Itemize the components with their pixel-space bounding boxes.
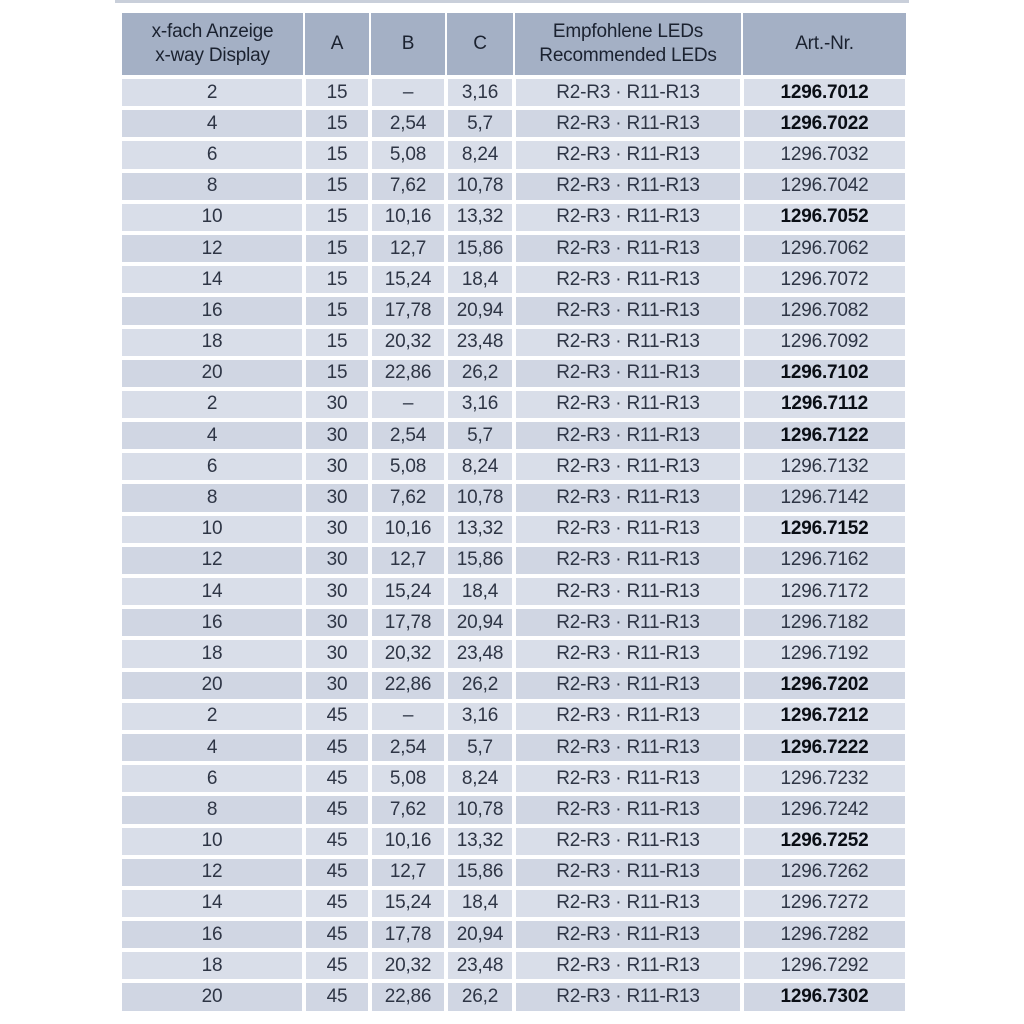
cell-b: 10,16 xyxy=(372,204,444,231)
cell-b: – xyxy=(372,79,444,106)
cell-b: 15,24 xyxy=(372,578,444,605)
cell-x-way: 18 xyxy=(122,952,302,979)
column-header-c: C xyxy=(447,13,513,75)
cell-recommended-leds: R2-R3 · R11-R13 xyxy=(516,329,740,356)
cell-recommended-leds: R2-R3 · R11-R13 xyxy=(516,391,740,418)
cell-art-nr: 1296.7212 xyxy=(744,703,905,730)
cell-b: 5,08 xyxy=(372,453,444,480)
cell-b: 5,08 xyxy=(372,141,444,168)
cell-b: 5,08 xyxy=(372,765,444,792)
cell-x-way: 6 xyxy=(122,765,302,792)
cell-art-nr: 1296.7102 xyxy=(744,360,905,387)
cell-c: 5,7 xyxy=(448,110,512,137)
cell-c: 13,32 xyxy=(448,516,512,543)
cell-b: 2,54 xyxy=(372,110,444,137)
cell-a: 15 xyxy=(306,204,368,231)
cell-c: 13,32 xyxy=(448,204,512,231)
led-display-spec-table xyxy=(122,13,905,1011)
cell-c: 20,94 xyxy=(448,297,512,324)
cell-x-way: 10 xyxy=(122,516,302,543)
cell-c: 10,78 xyxy=(448,796,512,823)
cell-art-nr: 1296.7112 xyxy=(744,391,905,418)
cell-b: 22,86 xyxy=(372,360,444,387)
column-header-leds xyxy=(515,13,741,75)
cell-recommended-leds: R2-R3 · R11-R13 xyxy=(516,141,740,168)
cell-a: 30 xyxy=(306,672,368,699)
cell-c: 10,78 xyxy=(448,173,512,200)
cell-art-nr: 1296.7052 xyxy=(744,204,905,231)
cell-a: 15 xyxy=(306,360,368,387)
cell-c: 10,78 xyxy=(448,484,512,511)
cell-c: 3,16 xyxy=(448,391,512,418)
cell-art-nr: 1296.7252 xyxy=(744,828,905,855)
cell-c: 5,7 xyxy=(448,734,512,761)
cell-c: 23,48 xyxy=(448,640,512,667)
cell-x-way: 20 xyxy=(122,672,302,699)
cell-x-way: 12 xyxy=(122,859,302,886)
cell-b: 12,7 xyxy=(372,547,444,574)
cell-b: 7,62 xyxy=(372,484,444,511)
cell-c: 8,24 xyxy=(448,765,512,792)
cell-b: 17,78 xyxy=(372,297,444,324)
cell-art-nr: 1296.7152 xyxy=(744,516,905,543)
cell-a: 45 xyxy=(306,703,368,730)
cell-x-way: 14 xyxy=(122,578,302,605)
cell-recommended-leds: R2-R3 · R11-R13 xyxy=(516,422,740,449)
cell-a: 15 xyxy=(306,329,368,356)
cell-a: 30 xyxy=(306,640,368,667)
cell-recommended-leds: R2-R3 · R11-R13 xyxy=(516,890,740,917)
cell-art-nr: 1296.7122 xyxy=(744,422,905,449)
cell-b: 7,62 xyxy=(372,173,444,200)
cell-recommended-leds: R2-R3 · R11-R13 xyxy=(516,484,740,511)
cell-x-way: 16 xyxy=(122,297,302,324)
cell-recommended-leds: R2-R3 · R11-R13 xyxy=(516,765,740,792)
cell-recommended-leds: R2-R3 · R11-R13 xyxy=(516,547,740,574)
cell-a: 45 xyxy=(306,890,368,917)
cell-b: – xyxy=(372,391,444,418)
cell-x-way: 2 xyxy=(122,391,302,418)
cell-a: 45 xyxy=(306,859,368,886)
cell-c: 3,16 xyxy=(448,703,512,730)
cell-art-nr: 1296.7232 xyxy=(744,765,905,792)
cell-x-way: 8 xyxy=(122,484,302,511)
column-header-b: B xyxy=(371,13,445,75)
cell-b: 12,7 xyxy=(372,235,444,262)
cell-recommended-leds: R2-R3 · R11-R13 xyxy=(516,110,740,137)
cell-x-way: 2 xyxy=(122,79,302,106)
cell-a: 30 xyxy=(306,578,368,605)
cell-recommended-leds: R2-R3 · R11-R13 xyxy=(516,672,740,699)
column-header-leds-en: Recommended LEDs xyxy=(539,45,717,66)
cell-c: 15,86 xyxy=(448,235,512,262)
cell-recommended-leds: R2-R3 · R11-R13 xyxy=(516,453,740,480)
cell-x-way: 16 xyxy=(122,609,302,636)
cell-c: 26,2 xyxy=(448,983,512,1010)
cell-b: 22,86 xyxy=(372,983,444,1010)
cell-a: 15 xyxy=(306,141,368,168)
cell-a: 45 xyxy=(306,734,368,761)
cell-x-way: 18 xyxy=(122,640,302,667)
cell-a: 15 xyxy=(306,297,368,324)
cell-c: 26,2 xyxy=(448,672,512,699)
cell-x-way: 14 xyxy=(122,890,302,917)
cell-recommended-leds: R2-R3 · R11-R13 xyxy=(516,828,740,855)
cell-recommended-leds: R2-R3 · R11-R13 xyxy=(516,297,740,324)
cell-a: 45 xyxy=(306,828,368,855)
cell-x-way: 4 xyxy=(122,734,302,761)
cell-art-nr: 1296.7132 xyxy=(744,453,905,480)
cell-recommended-leds: R2-R3 · R11-R13 xyxy=(516,609,740,636)
cell-art-nr: 1296.7262 xyxy=(744,859,905,886)
cell-art-nr: 1296.7202 xyxy=(744,672,905,699)
cell-b: 20,32 xyxy=(372,329,444,356)
cell-b: 2,54 xyxy=(372,422,444,449)
cell-art-nr: 1296.7022 xyxy=(744,110,905,137)
cell-a: 45 xyxy=(306,796,368,823)
cell-a: 15 xyxy=(306,235,368,262)
cell-b: 10,16 xyxy=(372,828,444,855)
cell-x-way: 16 xyxy=(122,921,302,948)
cell-c: 18,4 xyxy=(448,578,512,605)
cell-c: 8,24 xyxy=(448,453,512,480)
scan-crop-strip xyxy=(115,0,909,3)
cell-recommended-leds: R2-R3 · R11-R13 xyxy=(516,640,740,667)
cell-b: 15,24 xyxy=(372,266,444,293)
cell-x-way: 2 xyxy=(122,703,302,730)
cell-a: 45 xyxy=(306,952,368,979)
column-header-display-de: x-fach Anzeige xyxy=(151,20,274,42)
cell-art-nr: 1296.7082 xyxy=(744,297,905,324)
column-header-leds-de: Empfohlene LEDs xyxy=(552,20,704,42)
cell-art-nr: 1296.7282 xyxy=(744,921,905,948)
cell-c: 23,48 xyxy=(448,952,512,979)
cell-art-nr: 1296.7032 xyxy=(744,141,905,168)
cell-x-way: 20 xyxy=(122,360,302,387)
column-header-display-en: x-way Display xyxy=(155,45,270,66)
cell-b: 17,78 xyxy=(372,921,444,948)
cell-art-nr: 1296.7292 xyxy=(744,952,905,979)
cell-x-way: 4 xyxy=(122,110,302,137)
cell-a: 45 xyxy=(306,765,368,792)
cell-recommended-leds: R2-R3 · R11-R13 xyxy=(516,859,740,886)
cell-x-way: 6 xyxy=(122,453,302,480)
cell-a: 15 xyxy=(306,110,368,137)
cell-b: – xyxy=(372,703,444,730)
cell-b: 12,7 xyxy=(372,859,444,886)
cell-art-nr: 1296.7192 xyxy=(744,640,905,667)
cell-art-nr: 1296.7092 xyxy=(744,329,905,356)
cell-a: 30 xyxy=(306,547,368,574)
cell-b: 20,32 xyxy=(372,952,444,979)
cell-a: 30 xyxy=(306,609,368,636)
cell-c: 15,86 xyxy=(448,547,512,574)
cell-art-nr: 1296.7072 xyxy=(744,266,905,293)
cell-b: 2,54 xyxy=(372,734,444,761)
cell-recommended-leds: R2-R3 · R11-R13 xyxy=(516,173,740,200)
cell-recommended-leds: R2-R3 · R11-R13 xyxy=(516,204,740,231)
cell-x-way: 12 xyxy=(122,235,302,262)
cell-a: 15 xyxy=(306,79,368,106)
cell-x-way: 10 xyxy=(122,204,302,231)
cell-x-way: 4 xyxy=(122,422,302,449)
cell-a: 30 xyxy=(306,391,368,418)
cell-a: 45 xyxy=(306,983,368,1010)
cell-art-nr: 1296.7222 xyxy=(744,734,905,761)
cell-a: 30 xyxy=(306,516,368,543)
cell-a: 15 xyxy=(306,173,368,200)
cell-c: 8,24 xyxy=(448,141,512,168)
cell-x-way: 12 xyxy=(122,547,302,574)
column-header-a: A xyxy=(305,13,369,75)
cell-art-nr: 1296.7012 xyxy=(744,79,905,106)
cell-art-nr: 1296.7172 xyxy=(744,578,905,605)
cell-x-way: 20 xyxy=(122,983,302,1010)
column-header-art-nr: Art.-Nr. xyxy=(743,13,906,75)
cell-b: 7,62 xyxy=(372,796,444,823)
cell-recommended-leds: R2-R3 · R11-R13 xyxy=(516,734,740,761)
column-header-display xyxy=(122,13,303,75)
cell-recommended-leds: R2-R3 · R11-R13 xyxy=(516,796,740,823)
cell-c: 3,16 xyxy=(448,79,512,106)
cell-b: 10,16 xyxy=(372,516,444,543)
cell-x-way: 10 xyxy=(122,828,302,855)
cell-c: 13,32 xyxy=(448,828,512,855)
cell-recommended-leds: R2-R3 · R11-R13 xyxy=(516,79,740,106)
cell-c: 23,48 xyxy=(448,329,512,356)
cell-recommended-leds: R2-R3 · R11-R13 xyxy=(516,266,740,293)
cell-recommended-leds: R2-R3 · R11-R13 xyxy=(516,703,740,730)
cell-art-nr: 1296.7302 xyxy=(744,983,905,1010)
cell-x-way: 14 xyxy=(122,266,302,293)
cell-b: 15,24 xyxy=(372,890,444,917)
cell-art-nr: 1296.7062 xyxy=(744,235,905,262)
cell-a: 15 xyxy=(306,266,368,293)
cell-art-nr: 1296.7142 xyxy=(744,484,905,511)
cell-recommended-leds: R2-R3 · R11-R13 xyxy=(516,360,740,387)
cell-b: 17,78 xyxy=(372,609,444,636)
cell-art-nr: 1296.7042 xyxy=(744,173,905,200)
cell-art-nr: 1296.7182 xyxy=(744,609,905,636)
cell-a: 30 xyxy=(306,484,368,511)
cell-c: 18,4 xyxy=(448,890,512,917)
cell-x-way: 6 xyxy=(122,141,302,168)
cell-recommended-leds: R2-R3 · R11-R13 xyxy=(516,578,740,605)
cell-art-nr: 1296.7272 xyxy=(744,890,905,917)
cell-c: 20,94 xyxy=(448,609,512,636)
cell-b: 22,86 xyxy=(372,672,444,699)
cell-x-way: 8 xyxy=(122,796,302,823)
cell-b: 20,32 xyxy=(372,640,444,667)
cell-a: 30 xyxy=(306,453,368,480)
cell-c: 5,7 xyxy=(448,422,512,449)
cell-recommended-leds: R2-R3 · R11-R13 xyxy=(516,235,740,262)
cell-recommended-leds: R2-R3 · R11-R13 xyxy=(516,516,740,543)
cell-a: 30 xyxy=(306,422,368,449)
cell-x-way: 18 xyxy=(122,329,302,356)
cell-x-way: 8 xyxy=(122,173,302,200)
cell-a: 45 xyxy=(306,921,368,948)
cell-recommended-leds: R2-R3 · R11-R13 xyxy=(516,983,740,1010)
cell-art-nr: 1296.7242 xyxy=(744,796,905,823)
cell-c: 26,2 xyxy=(448,360,512,387)
cell-art-nr: 1296.7162 xyxy=(744,547,905,574)
cell-recommended-leds: R2-R3 · R11-R13 xyxy=(516,952,740,979)
cell-c: 20,94 xyxy=(448,921,512,948)
cell-c: 15,86 xyxy=(448,859,512,886)
cell-recommended-leds: R2-R3 · R11-R13 xyxy=(516,921,740,948)
cell-c: 18,4 xyxy=(448,266,512,293)
